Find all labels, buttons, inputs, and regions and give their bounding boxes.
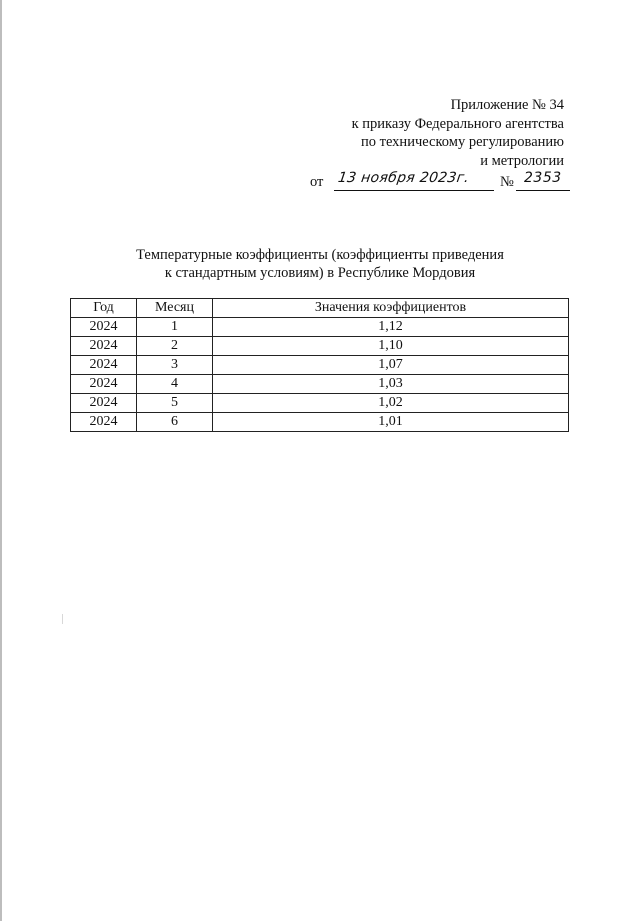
handwritten-date: 13 ноября 2023г. [336, 170, 471, 186]
month-cell: 2 [137, 337, 213, 356]
year-cell: 2024 [71, 337, 137, 356]
coefficient-cell: 1,07 [213, 356, 569, 375]
agency-name-line: по техническому регулированию [360, 134, 564, 150]
table-row [71, 375, 569, 394]
year-cell: 2024 [71, 318, 137, 337]
scan-speck [62, 614, 63, 624]
title-line-1: Температурные коэффициенты (коэффициенты приведения [136, 247, 504, 263]
number-sign: № [500, 174, 514, 190]
order-date-line [304, 170, 564, 192]
coefficient-cell: 1,02 [213, 394, 569, 413]
document-title [100, 246, 540, 282]
month-cell: 5 [137, 394, 213, 413]
table-row [71, 318, 569, 337]
column-header-year: Год [71, 299, 137, 318]
table-row [71, 394, 569, 413]
month-cell: 3 [137, 356, 213, 375]
table-row [71, 413, 569, 432]
month-cell: 6 [137, 413, 213, 432]
order-reference: к приказу Федерального агентства [351, 115, 564, 132]
month-cell: 1 [137, 318, 213, 337]
coefficient-cell: 1,10 [213, 337, 569, 356]
year-cell: 2024 [71, 375, 137, 394]
number-field [516, 170, 570, 191]
year-cell: 2024 [71, 413, 137, 432]
page-edge [0, 0, 2, 921]
coefficient-cell: 1,01 [213, 413, 569, 432]
handwritten-order-number: 2353 [524, 170, 562, 186]
table-row [71, 337, 569, 356]
table-row [71, 356, 569, 375]
column-header-coefficient: Значения коэффициентов [213, 299, 569, 318]
coefficient-cell: 1,03 [213, 375, 569, 394]
coefficient-cell: 1,12 [213, 318, 569, 337]
coefficients-table [70, 298, 569, 432]
month-cell: 4 [137, 375, 213, 394]
column-header-month: Месяц [137, 299, 213, 318]
title-line-2: к стандартным условиям) в Республике Мордовия [164, 265, 476, 281]
date-prefix: от [310, 174, 324, 190]
date-field [334, 170, 494, 191]
year-cell: 2024 [71, 356, 137, 375]
table-header-row [71, 299, 569, 318]
year-cell: 2024 [71, 394, 137, 413]
appendix-header [264, 96, 564, 170]
agency-name-line-end: и метрологии [480, 152, 564, 169]
appendix-number: Приложение № 34 [450, 97, 564, 113]
